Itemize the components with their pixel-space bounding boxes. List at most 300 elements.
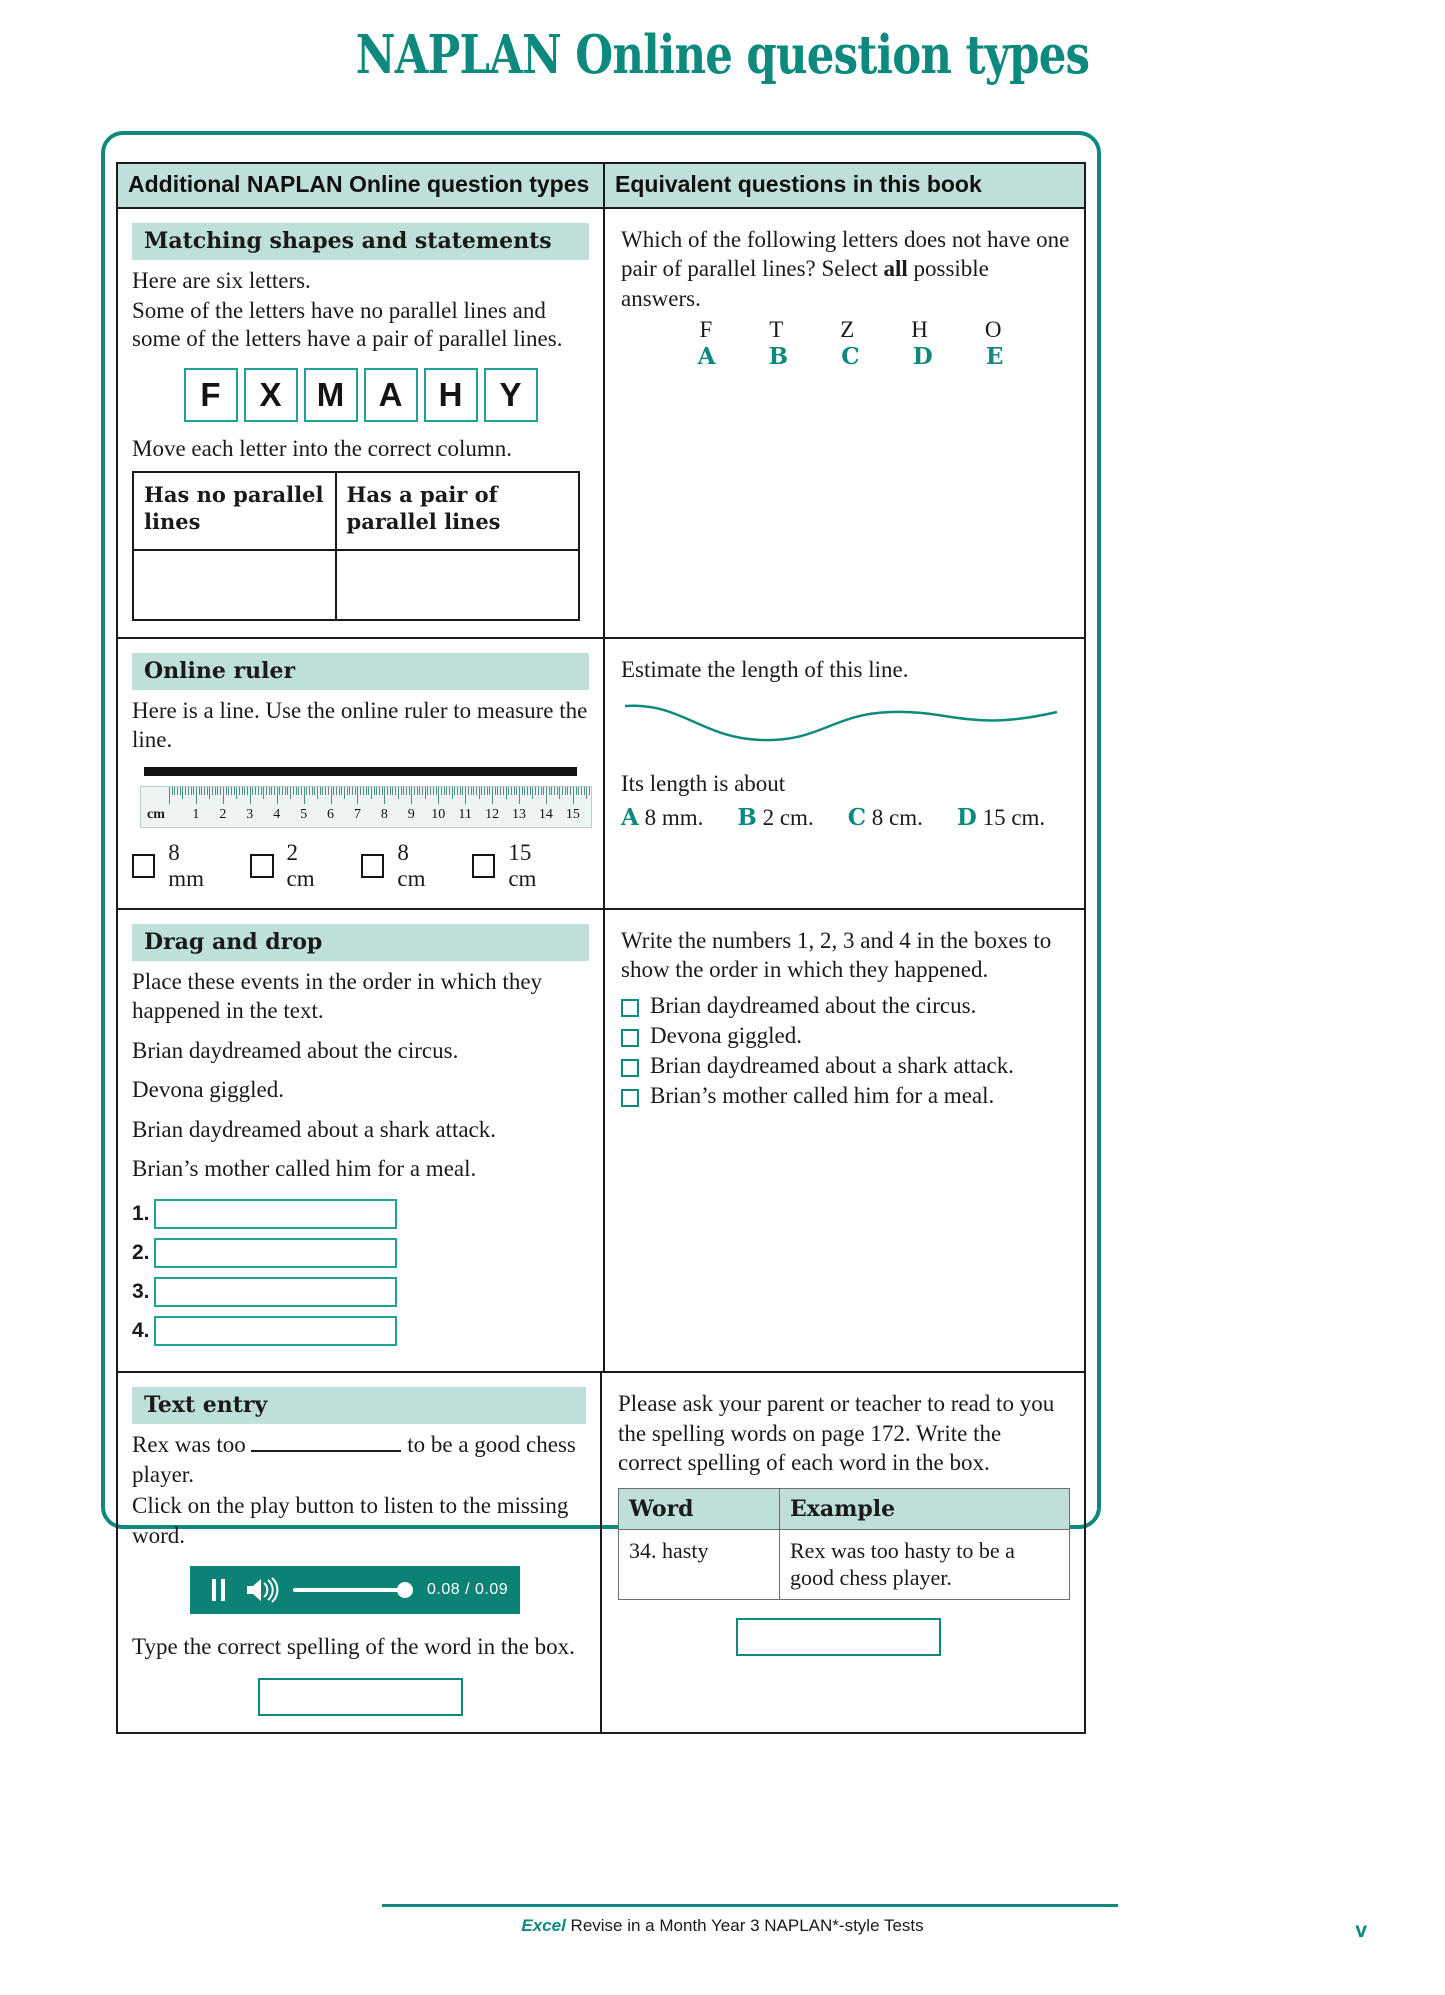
spelling-input[interactable]: [258, 1678, 463, 1716]
slot-number: 1.: [132, 1202, 150, 1226]
checkbox[interactable]: [250, 854, 273, 878]
length-sub-prompt: Its length is about: [621, 771, 786, 797]
ruler-tick: [352, 787, 353, 795]
ruler-tick: [320, 787, 321, 795]
ruler-tick: [296, 787, 297, 795]
ruler-tick: [524, 787, 525, 795]
drop-zone-no-parallel[interactable]: [133, 550, 336, 620]
question-text-emphasis: all: [883, 256, 908, 282]
online-ruler-widget[interactable]: [140, 786, 592, 828]
ruler-tick: [489, 787, 490, 795]
estimate-prompt: Estimate the length of this line.: [621, 656, 909, 682]
ruler-tick: [271, 787, 272, 795]
footer-brand: Excel: [521, 1916, 566, 1935]
option-label[interactable]: B: [768, 343, 789, 371]
ruler-tick: [347, 787, 348, 795]
ruler-tick: [487, 787, 488, 795]
ruler-tick: [557, 787, 558, 795]
ruler-tick: [269, 787, 270, 795]
ruler-tick: [581, 787, 582, 795]
order-item: [621, 1053, 1070, 1079]
letter-tile[interactable]: A: [364, 368, 418, 422]
ruler-tick: [374, 787, 375, 795]
ruler-number: 9: [407, 806, 415, 822]
answer-options-block: [621, 317, 1070, 370]
drag-item[interactable]: Brian daydreamed about a shark attack.: [132, 1116, 497, 1142]
audio-progress-slider[interactable]: [293, 1580, 413, 1600]
checkbox-label: 2 cm: [286, 839, 315, 891]
order-box[interactable]: [621, 1059, 639, 1077]
ruler-tick: [584, 787, 585, 795]
ruler-tick: [231, 787, 232, 795]
ruler-tick: [285, 787, 286, 795]
ruler-tick: [454, 787, 455, 795]
ruler-tick: [182, 787, 183, 799]
order-item-text: Devona giggled.: [650, 1022, 803, 1048]
audio-time: [427, 1581, 508, 1599]
page-title: NAPLAN Online question types: [355, 24, 1090, 86]
matching-line-2: Some of the letters have no parallel lines and some of the letters have a pair of parallel lines.: [132, 298, 563, 352]
slider-handle[interactable]: [397, 1582, 413, 1598]
question-text-part2: possible answers.: [621, 256, 989, 311]
length-option-label: A: [621, 803, 639, 831]
ruler-tick: [301, 787, 302, 795]
table-header-row: [619, 1488, 1070, 1529]
ruler-tick: [522, 787, 523, 795]
ruler-tick: [244, 787, 245, 795]
ruler-tick: [328, 787, 329, 795]
ruler-tick: [543, 787, 544, 795]
letter-tile[interactable]: H: [424, 368, 478, 422]
drop-slot[interactable]: [154, 1277, 397, 1307]
checkbox[interactable]: [361, 854, 384, 878]
ruler-tick: [344, 787, 345, 799]
row-text-entry: [116, 1373, 1086, 1733]
ruler-number: 2: [219, 806, 227, 822]
ruler-tick: [514, 787, 515, 795]
ruler-tick: [427, 787, 428, 795]
ruler-tick: [538, 787, 539, 795]
time-separator: /: [465, 1581, 471, 1599]
ruler-tick: [479, 787, 480, 799]
checkbox-label: 15 cm: [508, 839, 537, 891]
ruler-tick: [204, 787, 205, 795]
ruler-tick: [341, 787, 342, 795]
column-header-word: Word: [619, 1488, 780, 1529]
ruler-number: 1: [192, 806, 200, 822]
order-item: [621, 1023, 1070, 1049]
letter-tile[interactable]: X: [244, 368, 298, 422]
length-option-text: 2 cm.: [762, 804, 814, 830]
ruler-tick: [177, 787, 178, 795]
ruler-tick: [258, 787, 259, 795]
ruler-number: 15: [565, 806, 580, 822]
ruler-tick: [473, 787, 474, 795]
ruler-tick: [212, 787, 213, 795]
pause-icon[interactable]: [212, 1579, 225, 1601]
ruler-tick: [436, 787, 437, 795]
ruler-tick: [551, 787, 552, 795]
ruler-tick: [403, 787, 404, 795]
ruler-number: 5: [300, 806, 308, 822]
ruler-tick: [250, 787, 251, 804]
matching-instruction: Move each letter into the correct column.: [132, 435, 512, 461]
ruler-tick: [293, 787, 294, 795]
ruler-tick: [417, 787, 418, 795]
ruler-tick: [317, 787, 318, 799]
ruler-tick: [395, 787, 396, 795]
type-instruction: Type the correct spelling of the word in the box.: [132, 1634, 575, 1660]
ruler-tick: [382, 787, 383, 795]
order-item-text: Brian daydreamed about the circus.: [650, 992, 977, 1018]
ruler-tick: [333, 787, 334, 795]
matching-shapes-left: [118, 209, 605, 637]
ruler-tick: [309, 787, 310, 795]
ruler-checkbox-options: [132, 840, 589, 892]
drag-drop-right: [605, 910, 1084, 1372]
ruler-tick: [449, 787, 450, 795]
ruler-tick: [460, 787, 461, 795]
table-header-row: [116, 162, 1086, 209]
ruler-instruction: Here is a line. Use the online ruler to measure the line.: [132, 697, 588, 753]
ruler-tick: [172, 787, 173, 795]
ruler-tick: [589, 787, 590, 795]
ruler-tick: [430, 787, 431, 795]
section-title-text-entry: Text entry: [132, 1387, 586, 1424]
drop-slot-row: [132, 1238, 589, 1268]
ruler-tick: [304, 787, 305, 804]
row-matching-shapes: [116, 209, 1086, 639]
ruler-tick: [336, 787, 337, 795]
cloze-before: Rex was too: [132, 1432, 252, 1458]
ruler-tick: [411, 787, 412, 804]
header-right: Equivalent questions in this book: [615, 171, 982, 197]
order-item-text: Brian daydreamed about a shark attack.: [650, 1052, 1015, 1078]
checkbox-label: 8 mm: [168, 839, 205, 891]
ruler-tick: [349, 787, 350, 795]
ruler-tick: [441, 787, 442, 795]
ruler-tick: [180, 787, 181, 795]
ruler-tick: [567, 787, 568, 795]
ruler-tick: [471, 787, 472, 795]
ordering-prompt: Write the numbers 1, 2, 3 and 4 in the boxes to show the order in which they happened.: [621, 927, 1052, 983]
ruler-tick: [554, 787, 555, 795]
footer-text: [0, 1916, 1445, 1936]
ruler-tick: [255, 787, 256, 795]
drop-slot[interactable]: [154, 1199, 397, 1229]
ruler-tick: [331, 787, 332, 804]
ruler-number: 7: [353, 806, 361, 822]
ruler-number: 8: [380, 806, 388, 822]
ruler-tick: [277, 787, 278, 804]
matching-question: [621, 225, 1070, 313]
ruler-tick: [559, 787, 560, 799]
drop-slot[interactable]: [154, 1238, 397, 1268]
ruler-tick: [355, 787, 356, 795]
ruler-tick: [546, 787, 547, 804]
drop-slot-row: [132, 1199, 589, 1229]
option-label[interactable]: C: [841, 343, 860, 371]
length-option-text: 8 cm.: [871, 804, 923, 830]
footer-title: Revise in a Month Year 3 NAPLAN*-style Tests: [565, 1916, 924, 1935]
ruler-tick: [282, 787, 283, 795]
ruler-tick: [438, 787, 439, 804]
ruler-tick: [252, 787, 253, 795]
option-label[interactable]: A: [697, 343, 716, 371]
length-option-label: D: [956, 803, 977, 831]
length-option[interactable]: [737, 803, 813, 832]
ruler-tick: [535, 787, 536, 795]
cloze-blank[interactable]: [251, 1431, 401, 1452]
ruler-tick: [314, 787, 315, 795]
ruler-tick: [387, 787, 388, 795]
ruler-tick: [298, 787, 299, 795]
cloze-sentence: [132, 1430, 586, 1489]
ruler-tick: [228, 787, 229, 795]
letter-tile[interactable]: F: [184, 368, 238, 422]
ruler-tick: [562, 787, 563, 795]
matching-line-1: Here are six letters.: [132, 268, 311, 293]
column-header-pair-parallel: Has a pair of parallel lines: [336, 472, 579, 550]
ruler-tick: [422, 787, 423, 795]
drop-slot[interactable]: [154, 1316, 397, 1346]
ruler-tick: [236, 787, 237, 799]
drop-slot-row: [132, 1316, 589, 1346]
option-letter: F: [699, 317, 713, 343]
ruler-tick: [419, 787, 420, 795]
ruler-tick: [527, 787, 528, 795]
length-option-text: 8 mm.: [644, 804, 704, 830]
length-options-row: [621, 803, 1070, 832]
slider-track: [293, 1588, 413, 1592]
column-header-example: Example: [780, 1488, 1070, 1529]
checkbox[interactable]: [472, 854, 495, 878]
option-label[interactable]: D: [912, 343, 933, 371]
ruler-tick: [500, 787, 501, 795]
ruler-tick: [468, 787, 469, 795]
ruler-tick: [169, 787, 170, 804]
ruler-number: 14: [538, 806, 553, 822]
ruler-tick: [247, 787, 248, 795]
ruler-tick: [322, 787, 323, 795]
ruler-tick: [549, 787, 550, 795]
ruler-tick: [516, 787, 517, 795]
text-entry-left: [118, 1373, 602, 1731]
ruler-tick: [191, 787, 192, 795]
ruler-tick: [565, 787, 566, 795]
ruler-tick: [371, 787, 372, 799]
ruler-tick: [398, 787, 399, 799]
online-ruler-left: [118, 639, 605, 908]
ruler-tick: [220, 787, 221, 795]
ruler-tick: [201, 787, 202, 795]
ruler-tick: [306, 787, 307, 795]
checkbox-label: 8 cm: [397, 839, 426, 891]
ruler-tick: [519, 787, 520, 804]
drop-slots: [132, 1199, 589, 1346]
drag-item[interactable]: Brian daydreamed about the circus.: [132, 1037, 459, 1063]
order-box[interactable]: [621, 1029, 639, 1047]
wavy-line-figure: [621, 698, 1070, 763]
option-letter: O: [984, 317, 1002, 343]
ruler-tick: [376, 787, 377, 795]
option-labels-row: [621, 343, 1070, 370]
speaker-icon[interactable]: [245, 1577, 279, 1603]
ruler-tick: [174, 787, 175, 795]
ruler-tick: [511, 787, 512, 795]
ruler-tick: [366, 787, 367, 795]
ruler-tick: [406, 787, 407, 795]
order-item: [621, 993, 1070, 1019]
ruler-number: 10: [431, 806, 446, 822]
ruler-tick: [401, 787, 402, 795]
ruler-tick: [433, 787, 434, 795]
ruler-tick: [363, 787, 364, 795]
ruler-tick: [266, 787, 267, 795]
length-option-label: B: [737, 803, 757, 831]
option-letters-row: [621, 317, 1070, 343]
play-instruction: Click on the play button to listen to the missing word.: [132, 1493, 569, 1548]
matching-shapes-right: [605, 209, 1084, 637]
section-title-matching: Matching shapes and statements: [132, 223, 589, 260]
ruler-tick: [484, 787, 485, 795]
ruler-tick: [508, 787, 509, 795]
ruler-tick: [384, 787, 385, 804]
ruler-tick: [503, 787, 504, 795]
ruler-tick: [444, 787, 445, 795]
ruler-tick: [452, 787, 453, 799]
duration: 0.09: [475, 1581, 509, 1599]
ruler-tick: [492, 787, 493, 804]
ruler-tick: [506, 787, 507, 799]
ruler-tick: [209, 787, 210, 799]
page-number: v: [1355, 1919, 1367, 1942]
ruler-tick: [457, 787, 458, 795]
ruler-tick: [390, 787, 391, 795]
ruler-tick: [481, 787, 482, 795]
drop-zone-pair-parallel[interactable]: [336, 550, 579, 620]
slot-number: 3.: [132, 1280, 150, 1304]
ruler-tick: [226, 787, 227, 795]
ruler-unit-label: cm: [147, 806, 165, 822]
drop-slot-row: [132, 1277, 589, 1307]
ruler-tick: [541, 787, 542, 795]
ruler-number: 3: [246, 806, 254, 822]
length-option[interactable]: [848, 803, 923, 832]
current-time: 0.08: [427, 1581, 461, 1599]
ruler-tick: [425, 787, 426, 799]
ruler-tick: [279, 787, 280, 795]
ruler-tick: [446, 787, 447, 795]
option-letter: Z: [840, 317, 855, 343]
order-box[interactable]: [621, 1089, 639, 1107]
ruler-tick: [199, 787, 200, 795]
length-option[interactable]: [621, 803, 703, 832]
column-header-no-parallel: Has no parallel lines: [133, 472, 336, 550]
ruler-tick: [409, 787, 410, 795]
ruler-tick: [360, 787, 361, 795]
row-online-ruler: [116, 639, 1086, 910]
letter-tile[interactable]: Y: [484, 368, 538, 422]
ruler-tick: [223, 787, 224, 804]
ruler-tick: [290, 787, 291, 799]
ruler-tick: [462, 787, 463, 795]
length-option-label: C: [847, 803, 867, 831]
ruler-tick: [207, 787, 208, 795]
ruler-tick: [217, 787, 218, 795]
ruler-tick: [263, 787, 264, 799]
header-left: Additional NAPLAN Online question types: [118, 164, 605, 207]
order-item: [621, 1083, 1070, 1109]
spelling-word-table: [618, 1488, 1070, 1600]
ruler-tick: [392, 787, 393, 795]
online-ruler-right: [605, 639, 1084, 908]
row-drag-and-drop: [116, 910, 1086, 1374]
table-row: [619, 1529, 1070, 1599]
letter-tile[interactable]: M: [304, 368, 358, 422]
option-letter: H: [911, 317, 928, 343]
ruler-tick: [274, 787, 275, 795]
ruler-tick: [465, 787, 466, 804]
drag-drop-left: [118, 910, 605, 1372]
length-option[interactable]: [957, 803, 1045, 832]
option-letter: T: [769, 317, 784, 343]
ruler-tick: [287, 787, 288, 795]
drag-item[interactable]: Brian’s mother called him for a meal.: [132, 1156, 477, 1182]
ruler-tick: [339, 787, 340, 795]
cloze-after: to be a good chess player.: [132, 1432, 576, 1487]
order-box[interactable]: [621, 999, 639, 1017]
ruler-tick: [368, 787, 369, 795]
measure-line: [144, 767, 577, 776]
length-option-text: 15 cm.: [982, 804, 1046, 830]
ruler-tick: [185, 787, 186, 795]
ruler-number: 12: [485, 806, 500, 822]
ruler-tick: [414, 787, 415, 795]
ruler-tick: [530, 787, 531, 795]
section-title-ruler: Online ruler: [132, 653, 589, 690]
spelling-prompt: Please ask your parent or teacher to read to you the spelling words on page 172. Write the correct spelling of each word in the box.: [618, 1391, 1055, 1476]
slot-number: 2.: [132, 1241, 150, 1265]
slot-number: 4.: [132, 1319, 150, 1343]
ruler-tick: [357, 787, 358, 804]
drag-item[interactable]: Devona giggled.: [132, 1077, 285, 1103]
section-title-drag-drop: Drag and drop: [132, 924, 589, 961]
audio-player[interactable]: [190, 1566, 520, 1614]
ruler-tick: [379, 787, 380, 795]
question-types-table: [116, 162, 1086, 1734]
ruler-tick: [495, 787, 496, 795]
sorting-columns-table: [132, 471, 580, 621]
letter-tiles: [132, 368, 589, 422]
ruler-tick: [476, 787, 477, 795]
ruler-number: 4: [273, 806, 281, 822]
ruler-tick: [193, 787, 194, 795]
ruler-tick: [325, 787, 326, 795]
spelling-answer-input[interactable]: [736, 1618, 941, 1656]
question-text-part1: Which of the following letters does not have one pair of parallel lines? Select: [621, 227, 1070, 282]
ruler-number: 11: [458, 806, 472, 822]
checkbox[interactable]: [132, 854, 155, 878]
ruler-tick: [532, 787, 533, 799]
ruler-tick: [312, 787, 313, 795]
ruler-tick: [576, 787, 577, 795]
ruler-tick: [570, 787, 571, 795]
option-label[interactable]: E: [985, 343, 1004, 371]
ruler-tick: [234, 787, 235, 795]
drag-drop-instruction: Place these events in the order in which they happened in the text.: [132, 968, 543, 1024]
ruler-tick: [215, 787, 216, 795]
